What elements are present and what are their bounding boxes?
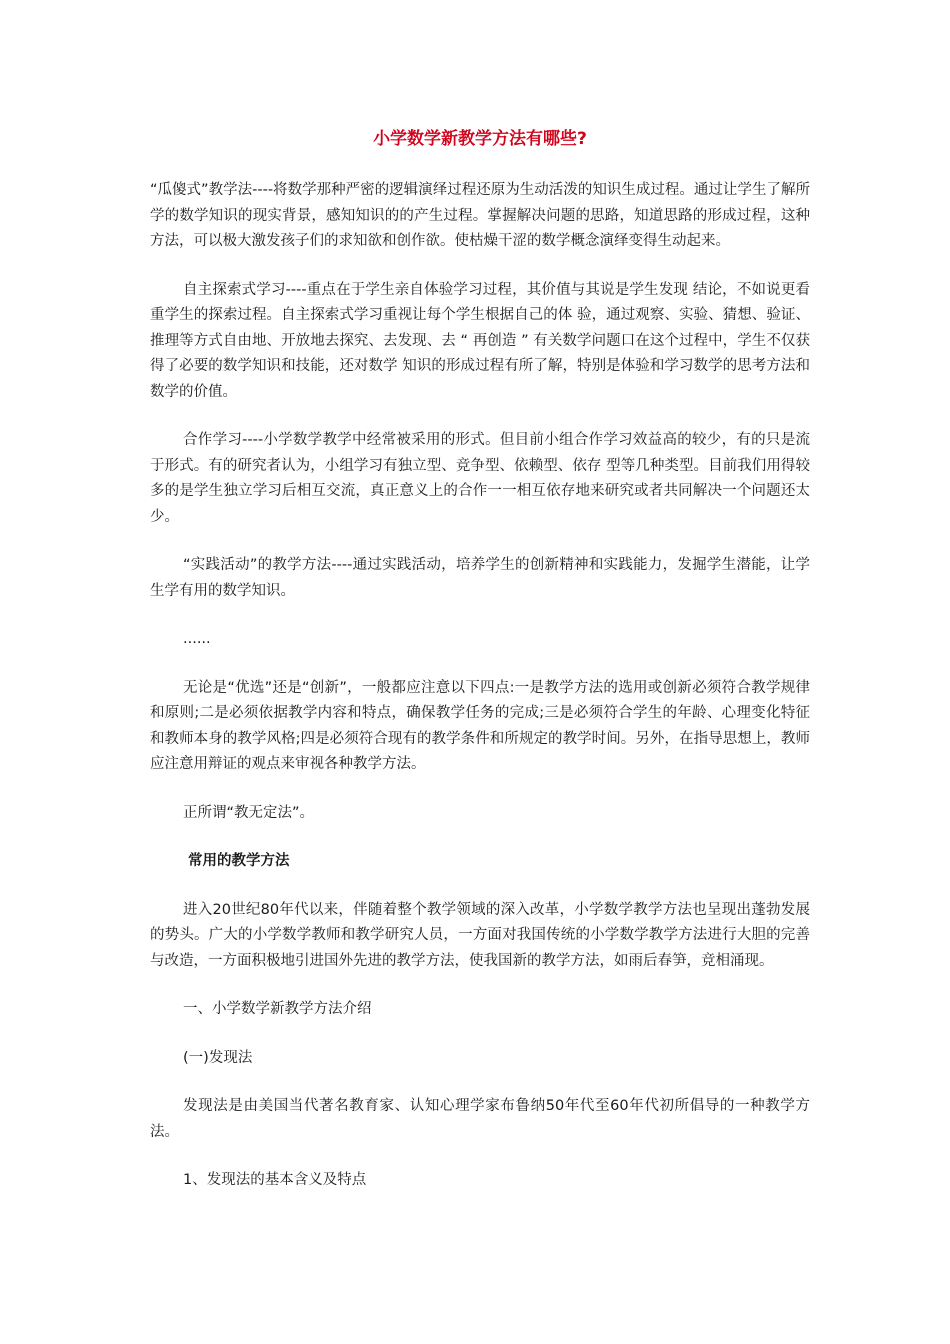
section-heading: 常用的教学方法 <box>188 853 290 869</box>
paragraph-since-1980s: 进入20世纪80年代以来，伴随着整个教学领域的深入改革，小学数学教学方法也呈现出蓬勃发展的势头。广大的小学数学教师和教学研究人员，一方面对我国传统的小学数学教学方法进行大胆的完善与改造，一方面积极地引进国外先进的教学方法，使我国新的教学方法，如雨后春笋，竞相涌现。 <box>150 901 810 969</box>
paragraph-self-exploration: 自主探索式学习----重点在于学生亲自体验学习过程，其价值与其说是学生发现 结论，不如说更看重学生的探索过程。自主探索式学习重视让每个学生根据自己的体 验，通过观察、实验、猜想、验证、推理等方式自由地、开放地去探究、去发现、去 “ 再创造 ” 有关数学问题口在这个过程中，学生不仅获得了必要的数学知识和技能，还对数学 知识的形成过程有所了解，特别是体验和学习数学的思考方法和数学的价值。 <box>150 281 810 400</box>
paragraph-no-fixed-method: 正所谓“教无定法”。 <box>183 804 315 821</box>
paragraph-ellipsis: ...... <box>183 631 211 647</box>
document-title: 小学数学新教学方法有哪些? <box>373 129 587 149</box>
paragraph-cooperative-learning: 合作学习----小学数学教学中经常被采用的形式。但目前小组合作学习效益高的较少，有的只是流于形式。有的研究者认为，小组学习有独立型、竞争型、依赖型、依存 型等几种类型。目前我们用得较多的是学生独立学习后相互交流，真正意义上的合作一一相互依存地来研究或者共同解决一个问题还太少。 <box>150 432 810 525</box>
subheading-discovery-meaning: 1、发现法的基本含义及特点 <box>183 1172 367 1188</box>
subheading-discovery-method: (一)发现法 <box>183 1049 253 1066</box>
subheading-new-methods: 一、小学数学新教学方法介绍 <box>183 1001 372 1017</box>
document-page <box>150 126 810 1217</box>
paragraph-four-points: 无论是“优选”还是“创新”，一般都应注意以下四点:一是教学方法的选用或创新必须符合教学规律和原则;二是必须依据教学内容和特点，确保教学任务的完成;三是必须符合学生的年龄、心理变化特征和教师本身的教学风格;四是必须符合现有的教学条件和所规定的教学时间。另外，在指导思想上，教师应注意用辩证的观点来审视各种教学方法。 <box>150 679 810 772</box>
paragraph-guasha-method: “瓜傻式”教学法----将数学那种严密的逻辑演绎过程还原为生动活泼的知识生成过程。通过让学生了解所学的数学知识的现实背景，感知知识的的产生过程。掌握解决问题的思路，知道思路的形成过程，这种方法，可以极大激发孩子们的求知欲和创作欲。使枯燥干涩的数学概念演绎变得生动起来。 <box>150 182 810 249</box>
paragraph-practice-activity: “实践活动”的教学方法----通过实践活动，培养学生的创新精神和实践能力，发掘学生潜能，让学生学有用的数学知识。 <box>150 557 810 599</box>
paragraph-discovery-definition: 发现法是由美国当代著名教育家、认知心理学家布鲁纳50年代至60年代初所倡导的一种教学方法。 <box>150 1098 810 1140</box>
